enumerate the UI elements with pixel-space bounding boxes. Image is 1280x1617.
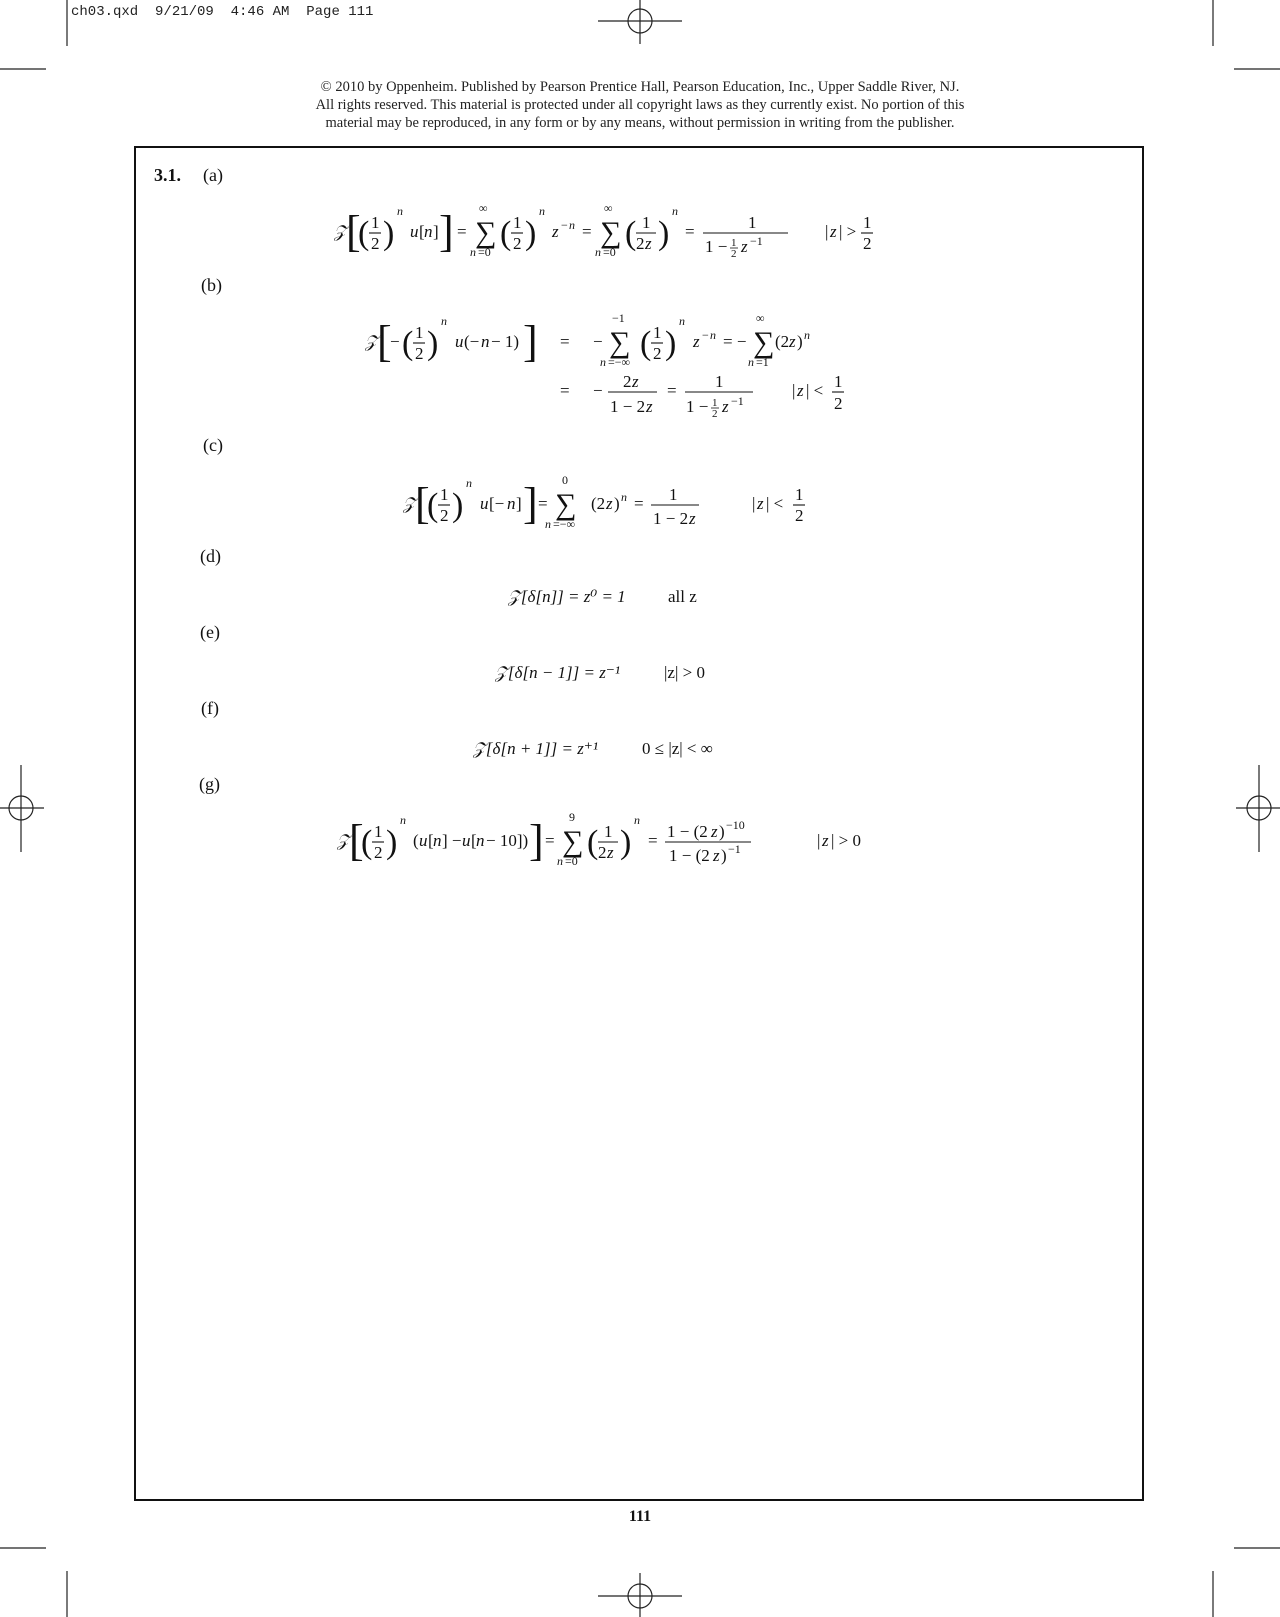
equation-f: 𝒵[δ[n + 1]] = z⁺¹ (473, 739, 598, 758)
svg-text:(−: (− (464, 332, 480, 351)
svg-text:2: 2 (374, 843, 383, 862)
svg-text:1: 1 (834, 372, 843, 391)
svg-text:− 10]): − 10]) (486, 831, 529, 850)
svg-text:n: n (507, 494, 516, 513)
svg-text:|: | (792, 381, 796, 400)
svg-text:[−: [− (489, 494, 505, 513)
svg-text:1: 1 (731, 237, 737, 249)
part-label-c: (c) (203, 435, 223, 455)
svg-text:1: 1 (513, 213, 522, 232)
svg-text:1: 1 (712, 397, 718, 409)
svg-text:1: 1 (440, 485, 449, 504)
svg-text:=: = (648, 831, 658, 850)
svg-text:z: z (722, 397, 729, 416)
svg-text:[: [ (377, 317, 392, 366)
svg-text:1 − (2: 1 − (2 (667, 822, 708, 841)
svg-text:[: [ (428, 831, 434, 850)
svg-text:=: = (560, 381, 570, 400)
svg-text:−1: −1 (728, 842, 741, 856)
registration-mark-bottom (598, 1573, 682, 1617)
svg-text:(: ( (427, 487, 439, 524)
svg-text:| > 0: | > 0 (831, 831, 861, 850)
svg-text:−: − (593, 332, 603, 351)
svg-text:u: u (480, 494, 489, 513)
svg-text:2: 2 (513, 234, 522, 253)
svg-text:z: z (830, 222, 837, 241)
svg-text:z: z (741, 237, 748, 256)
equation-e: 𝒵[δ[n − 1]] = z⁻¹ (495, 663, 620, 682)
svg-text:(: ( (358, 215, 370, 252)
svg-text:): ) (620, 824, 632, 861)
equation-a (320, 200, 900, 270)
svg-text:n: n (557, 854, 563, 868)
svg-text:]: ] (516, 494, 522, 513)
part-label-g: (g) (199, 774, 220, 794)
svg-text:n: n (595, 245, 601, 259)
svg-text:n: n (672, 204, 678, 218)
svg-text:| >: | > (839, 222, 857, 241)
svg-text:1: 1 (371, 213, 380, 232)
svg-text:=0: =0 (603, 245, 616, 259)
svg-text:z: z (711, 822, 718, 841)
svg-text:): ) (525, 215, 537, 252)
svg-text:n: n (424, 222, 433, 241)
svg-text:1: 1 (795, 485, 804, 504)
svg-text:|: | (817, 831, 821, 850)
svg-text:): ) (614, 494, 620, 513)
svg-text:2: 2 (636, 234, 645, 253)
svg-text:): ) (658, 215, 670, 252)
svg-text:2: 2 (653, 344, 662, 363)
svg-text:z: z (757, 494, 764, 513)
registration-mark-right (1236, 765, 1280, 852)
svg-text:): ) (797, 332, 803, 351)
svg-text:z: z (607, 843, 614, 862)
svg-text:n: n (441, 314, 447, 328)
roc-f: 0 ≤ |z| < ∞ (642, 739, 713, 758)
svg-text:n: n (400, 813, 406, 827)
svg-text:−: − (390, 332, 400, 351)
svg-text:=: = (457, 222, 467, 241)
svg-text:n: n (710, 328, 716, 342)
copyright-line: material may be reproduced, in any form or by any means, without permission in writing from the publisher. (325, 115, 955, 131)
svg-text:1 − 2: 1 − 2 (610, 397, 646, 416)
registration-mark-top (598, 0, 682, 44)
svg-text:| <: | < (806, 381, 824, 400)
svg-text:(2: (2 (775, 332, 790, 351)
svg-text:(2: (2 (591, 494, 606, 513)
svg-text:1 −: 1 − (705, 237, 728, 256)
print-slug: ch03.qxd 9/21/09 4:46 AM Page 111 (71, 4, 374, 20)
svg-text:z: z (645, 234, 652, 253)
svg-text:2: 2 (731, 248, 737, 260)
svg-text:=−∞: =−∞ (608, 355, 631, 369)
svg-text:[: [ (346, 207, 361, 256)
copyright-line: © 2010 by Oppenheim. Published by Pearson Prentice Hall, Pearson Education, Inc., Upper Saddle River, NJ. (320, 79, 960, 95)
svg-text:= −: = − (723, 332, 747, 351)
svg-text:−: − (702, 328, 709, 342)
svg-text:): ) (719, 822, 725, 841)
svg-text:(: ( (413, 831, 419, 850)
svg-text:n: n (397, 204, 403, 218)
equation-b (355, 312, 875, 422)
svg-text:z: z (693, 332, 700, 351)
svg-text:[: [ (471, 831, 477, 850)
svg-text:(: ( (587, 824, 599, 861)
svg-text:]: ] (523, 317, 538, 366)
svg-text:1 −: 1 − (686, 397, 709, 416)
svg-text:): ) (386, 824, 398, 861)
svg-text:−1: −1 (612, 312, 625, 325)
svg-text:]: ] (523, 479, 538, 528)
svg-text:n: n (470, 245, 476, 259)
svg-text:2: 2 (623, 372, 632, 391)
svg-text:1: 1 (669, 485, 678, 504)
svg-text:n: n (634, 813, 640, 827)
svg-text:|: | (825, 222, 829, 241)
svg-text:n: n (433, 831, 442, 850)
roc-e: |z| > 0 (664, 663, 705, 682)
svg-text:] −: ] − (442, 831, 462, 850)
svg-text:=: = (560, 332, 570, 351)
page-number: 111 (628, 1508, 652, 1525)
svg-text:1: 1 (642, 213, 651, 232)
svg-text:𝒵: 𝒵 (337, 831, 350, 850)
part-label-f: (f) (201, 698, 219, 718)
svg-text:z: z (713, 846, 720, 865)
svg-text:(: ( (402, 325, 414, 362)
svg-text:]: ] (439, 207, 454, 256)
svg-text:): ) (452, 487, 464, 524)
svg-text:2: 2 (415, 344, 424, 363)
svg-text:∞: ∞ (604, 201, 613, 215)
svg-text:(: ( (640, 325, 652, 362)
svg-text:=−∞: =−∞ (553, 517, 576, 531)
equation-g (325, 808, 885, 883)
svg-text:1: 1 (415, 323, 424, 342)
svg-text:n: n (804, 328, 810, 342)
svg-text:2: 2 (863, 234, 872, 253)
svg-text:|: | (752, 494, 756, 513)
svg-text:n: n (539, 204, 545, 218)
svg-text:2: 2 (371, 234, 380, 253)
svg-text:−1: −1 (750, 234, 763, 248)
svg-text:): ) (665, 325, 677, 362)
svg-text:2: 2 (598, 843, 607, 862)
svg-text:n: n (481, 332, 490, 351)
svg-text:∑: ∑ (600, 216, 622, 249)
svg-text:u: u (410, 222, 419, 241)
svg-text:z: z (552, 222, 559, 241)
svg-text:=0: =0 (565, 854, 578, 868)
svg-text:− 1): − 1) (491, 332, 519, 351)
part-label-d: (d) (200, 546, 221, 566)
svg-text:=0: =0 (478, 245, 491, 259)
part-label-b: (b) (201, 275, 222, 295)
svg-text:n: n (476, 831, 485, 850)
svg-text:z: z (689, 509, 696, 528)
equation-d: 𝒵[δ[n]] = z⁰ = 1 (508, 587, 626, 606)
registration-mark-left (0, 765, 44, 852)
svg-text:1: 1 (748, 213, 757, 232)
svg-text:∑: ∑ (753, 326, 775, 359)
svg-text:=: = (538, 494, 548, 513)
svg-text:n: n (466, 476, 472, 490)
svg-text:=1: =1 (756, 355, 769, 369)
svg-text:n: n (600, 355, 606, 369)
svg-text:−1: −1 (731, 394, 744, 408)
copyright-notice (250, 78, 1030, 132)
svg-text:]: ] (529, 816, 544, 865)
copyright-line: All rights reserved. This material is protected under all copyright laws as they currently exist. No portion of this (315, 97, 965, 113)
svg-text:2: 2 (795, 506, 804, 525)
svg-text:n: n (679, 314, 685, 328)
svg-text:(: ( (625, 215, 637, 252)
svg-text:=: = (685, 222, 695, 241)
svg-text:]: ] (433, 222, 439, 241)
svg-text:−10: −10 (726, 818, 745, 832)
svg-text:∑: ∑ (609, 326, 631, 359)
svg-text:): ) (383, 215, 395, 252)
problem-number: 3.1. (154, 165, 181, 185)
svg-text:z: z (822, 831, 829, 850)
svg-text:n: n (545, 517, 551, 531)
svg-text:1: 1 (653, 323, 662, 342)
svg-text:9: 9 (569, 810, 575, 824)
svg-text:∞: ∞ (479, 201, 488, 215)
svg-text:n: n (748, 355, 754, 369)
svg-text:∑: ∑ (562, 825, 584, 858)
roc-d: all z (668, 587, 697, 606)
svg-text:(: ( (500, 215, 512, 252)
svg-text:=: = (634, 494, 644, 513)
svg-text:z: z (789, 332, 796, 351)
svg-text:1: 1 (863, 213, 872, 232)
svg-text:1 − (2: 1 − (2 (669, 846, 710, 865)
svg-text:−: − (593, 381, 603, 400)
equation-c (395, 472, 825, 542)
svg-text:0: 0 (562, 473, 568, 487)
svg-text:z: z (606, 494, 613, 513)
svg-text:1 − 2: 1 − 2 (653, 509, 689, 528)
svg-text:∑: ∑ (555, 488, 577, 521)
svg-text:(: ( (361, 824, 373, 861)
svg-text:−: − (561, 218, 568, 232)
svg-text:[: [ (349, 816, 364, 865)
svg-text:z: z (632, 372, 639, 391)
svg-text:1: 1 (604, 822, 613, 841)
svg-text:=: = (667, 381, 677, 400)
svg-text:[: [ (419, 222, 425, 241)
svg-text:): ) (721, 846, 727, 865)
svg-text:1: 1 (715, 372, 724, 391)
part-label-a: (a) (203, 165, 223, 185)
part-label-e: (e) (200, 622, 220, 642)
svg-text:𝒵: 𝒵 (403, 494, 416, 513)
svg-text:u: u (455, 332, 464, 351)
svg-text:| <: | < (766, 494, 784, 513)
svg-text:2: 2 (834, 394, 843, 413)
svg-text:2: 2 (440, 506, 449, 525)
svg-text:[: [ (415, 479, 430, 528)
svg-text:z: z (646, 397, 653, 416)
svg-text:u: u (419, 831, 428, 850)
svg-text:2: 2 (712, 408, 718, 420)
svg-text:z: z (797, 381, 804, 400)
svg-text:∑: ∑ (475, 216, 497, 249)
svg-text:=: = (545, 831, 555, 850)
svg-text:𝒵: 𝒵 (334, 222, 347, 241)
svg-text:n: n (569, 218, 575, 232)
svg-text:=: = (582, 222, 592, 241)
svg-text:): ) (427, 325, 439, 362)
svg-text:u: u (462, 831, 471, 850)
svg-text:∞: ∞ (756, 312, 765, 325)
svg-text:𝒵: 𝒵 (365, 332, 378, 351)
svg-text:1: 1 (374, 822, 383, 841)
svg-text:n: n (621, 490, 627, 504)
